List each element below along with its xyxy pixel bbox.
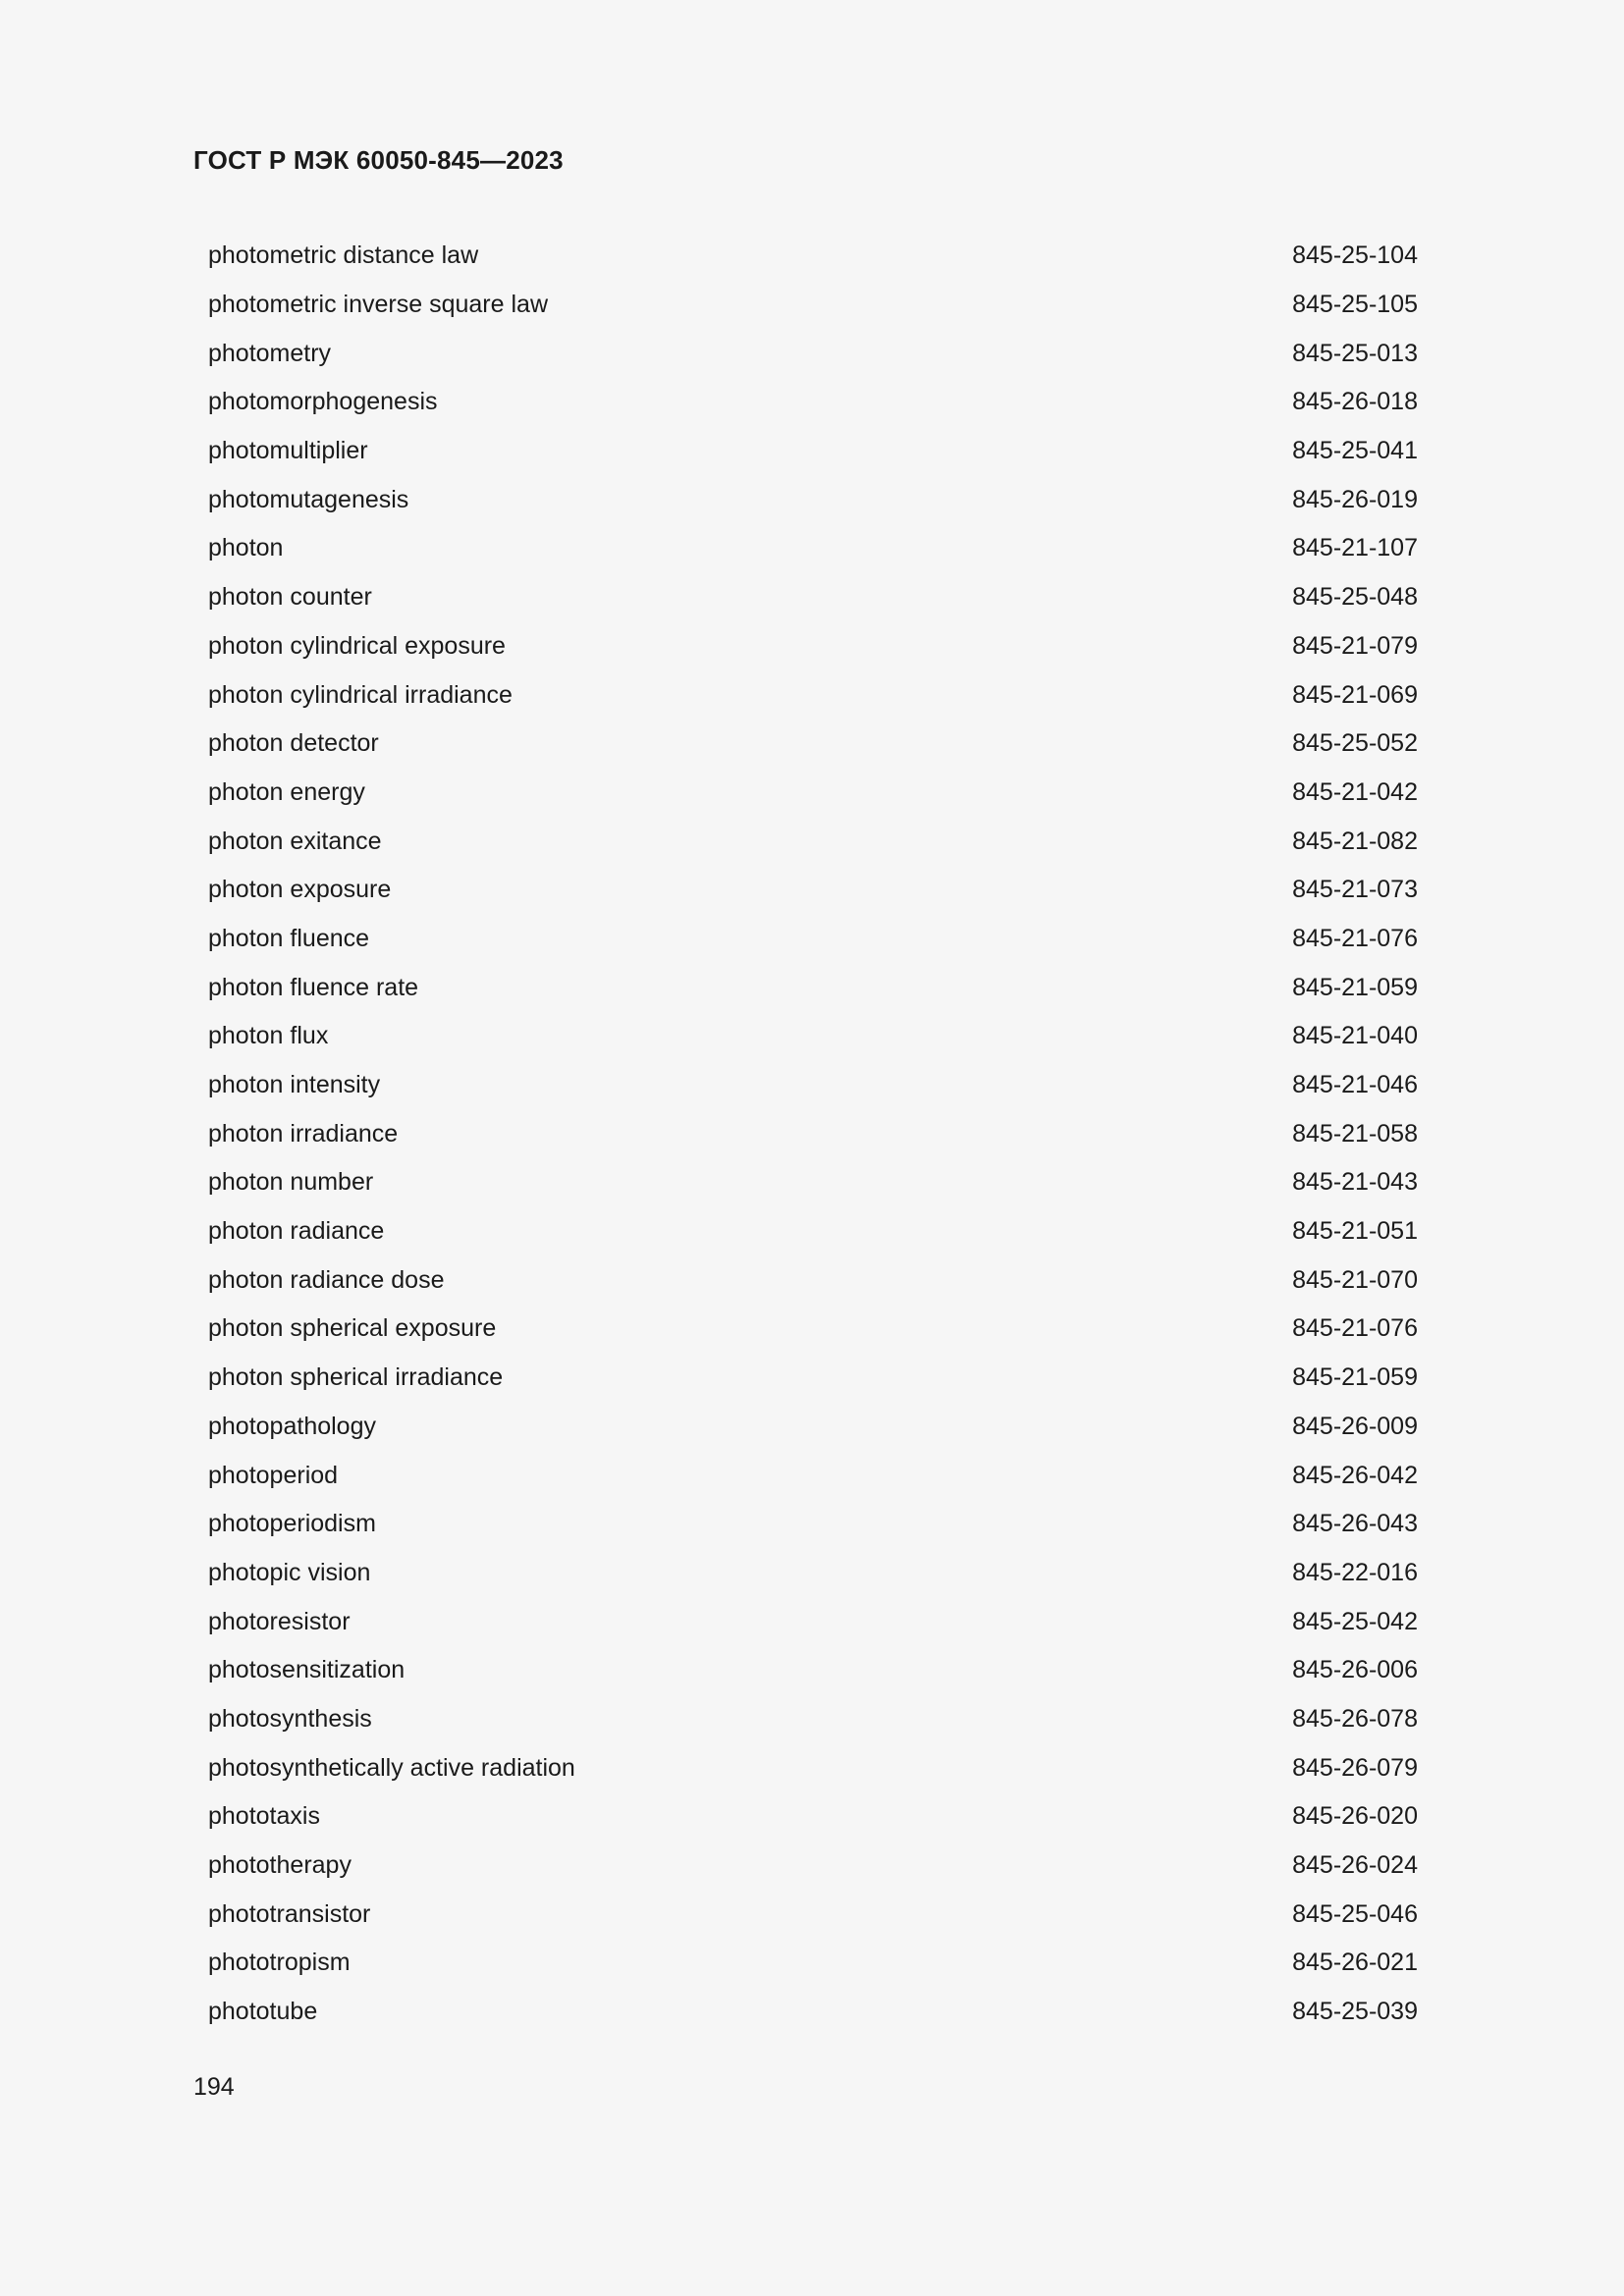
entry-code: 845-26-079 xyxy=(1292,1753,1418,1782)
entry-code: 845-21-042 xyxy=(1292,777,1418,806)
entry-code: 845-21-040 xyxy=(1292,1022,1418,1050)
entry-code: 845-21-082 xyxy=(1292,827,1418,855)
entry-code: 845-25-041 xyxy=(1292,437,1418,465)
entry-code: 845-25-042 xyxy=(1292,1607,1418,1635)
index-entry xyxy=(208,1109,1418,1158)
index-entry xyxy=(208,915,1418,964)
entry-code: 845-25-039 xyxy=(1292,1998,1418,2026)
entry-term: photon xyxy=(208,534,284,562)
index-entry xyxy=(208,1451,1418,1500)
entry-code: 845-26-078 xyxy=(1292,1704,1418,1733)
index-entry xyxy=(208,769,1418,818)
entry-code: 845-25-013 xyxy=(1292,339,1418,367)
index-entry xyxy=(208,1012,1418,1061)
entry-code: 845-21-043 xyxy=(1292,1168,1418,1197)
entry-term: photon fluence rate xyxy=(208,973,419,1001)
entry-term: photon energy xyxy=(208,777,365,806)
entry-code: 845-26-042 xyxy=(1292,1461,1418,1489)
entry-term: photoperiodism xyxy=(208,1510,376,1538)
index-entry xyxy=(208,524,1418,573)
entry-term: photosensitization xyxy=(208,1656,406,1684)
entry-code: 845-21-058 xyxy=(1292,1119,1418,1148)
entry-term: photon cylindrical exposure xyxy=(208,631,506,660)
entry-term: photon radiance dose xyxy=(208,1265,445,1294)
entry-code: 845-26-021 xyxy=(1292,1949,1418,1977)
entry-code: 845-21-059 xyxy=(1292,1363,1418,1392)
entry-term: photometry xyxy=(208,339,332,367)
entry-term: photosynthesis xyxy=(208,1704,372,1733)
entry-term: photoresistor xyxy=(208,1607,351,1635)
entry-term: photopathology xyxy=(208,1412,376,1440)
index-entry xyxy=(208,1158,1418,1207)
entry-term: photon radiance xyxy=(208,1217,385,1246)
index-entry xyxy=(208,963,1418,1012)
entry-term: photon spherical irradiance xyxy=(208,1363,504,1392)
entry-term: photon counter xyxy=(208,583,372,612)
entry-term: photoperiod xyxy=(208,1461,339,1489)
index-entry xyxy=(208,817,1418,866)
entry-term: phototransistor xyxy=(208,1899,371,1928)
entry-term: photon exposure xyxy=(208,876,392,904)
index-entry xyxy=(208,1403,1418,1452)
entry-code: 845-26-006 xyxy=(1292,1656,1418,1684)
entry-term: photomorphogenesis xyxy=(208,388,438,416)
entry-code: 845-21-059 xyxy=(1292,973,1418,1001)
index-entry xyxy=(208,281,1418,330)
index-entry xyxy=(208,1792,1418,1842)
index-entry xyxy=(208,1354,1418,1403)
entry-code: 845-25-104 xyxy=(1292,241,1418,270)
index-entry xyxy=(208,1207,1418,1256)
index-entry xyxy=(208,1939,1418,1988)
index-entry xyxy=(208,573,1418,622)
index-entry xyxy=(208,670,1418,720)
index-entry xyxy=(208,1695,1418,1744)
entry-term: photon exitance xyxy=(208,827,382,855)
index-entry xyxy=(208,1743,1418,1792)
index-entry xyxy=(208,1890,1418,1939)
entry-code: 845-25-105 xyxy=(1292,291,1418,319)
entry-code: 845-25-052 xyxy=(1292,729,1418,758)
entry-code: 845-26-009 xyxy=(1292,1412,1418,1440)
entry-code: 845-21-107 xyxy=(1292,534,1418,562)
index-entry xyxy=(208,866,1418,915)
index-entry xyxy=(208,720,1418,769)
entry-term: photometric distance law xyxy=(208,241,479,270)
index-entry xyxy=(208,1500,1418,1549)
entry-code: 845-21-076 xyxy=(1292,1314,1418,1343)
entry-code: 845-21-046 xyxy=(1292,1071,1418,1099)
entry-term: photomultiplier xyxy=(208,437,368,465)
entry-code: 845-26-020 xyxy=(1292,1802,1418,1831)
page-number: 194 xyxy=(193,2073,235,2101)
index-entry xyxy=(208,427,1418,476)
entry-code: 845-21-069 xyxy=(1292,680,1418,709)
entry-term: photon detector xyxy=(208,729,379,758)
entry-code: 845-21-073 xyxy=(1292,876,1418,904)
entry-term: photosynthetically active radiation xyxy=(208,1753,575,1782)
entry-term: photon number xyxy=(208,1168,374,1197)
entry-code: 845-26-024 xyxy=(1292,1851,1418,1880)
term-index-list xyxy=(208,232,1418,2036)
entry-term: photon spherical exposure xyxy=(208,1314,497,1343)
index-entry xyxy=(208,622,1418,671)
index-entry xyxy=(208,329,1418,378)
index-entry xyxy=(208,1549,1418,1598)
entry-term: photon intensity xyxy=(208,1071,381,1099)
entry-term: photomutagenesis xyxy=(208,485,409,513)
document-header: ГОСТ Р МЭК 60050-845—2023 xyxy=(193,145,564,175)
entry-term: phototaxis xyxy=(208,1802,320,1831)
entry-code: 845-21-051 xyxy=(1292,1217,1418,1246)
entry-term: photon cylindrical irradiance xyxy=(208,680,513,709)
index-entry xyxy=(208,1988,1418,2037)
index-entry xyxy=(208,1061,1418,1110)
entry-code: 845-21-079 xyxy=(1292,631,1418,660)
entry-term: phototube xyxy=(208,1998,318,2026)
entry-term: photon flux xyxy=(208,1022,329,1050)
index-entry xyxy=(208,232,1418,281)
entry-code: 845-22-016 xyxy=(1292,1558,1418,1586)
entry-code: 845-21-076 xyxy=(1292,924,1418,952)
entry-term: phototherapy xyxy=(208,1851,352,1880)
index-entry xyxy=(208,1597,1418,1646)
entry-term: photon irradiance xyxy=(208,1119,399,1148)
entry-code: 845-25-046 xyxy=(1292,1899,1418,1928)
entry-code: 845-26-018 xyxy=(1292,388,1418,416)
index-entry xyxy=(208,1255,1418,1305)
entry-term: photometric inverse square law xyxy=(208,291,548,319)
entry-code: 845-21-070 xyxy=(1292,1265,1418,1294)
entry-term: photon fluence xyxy=(208,924,370,952)
index-entry xyxy=(208,378,1418,427)
entry-code: 845-25-048 xyxy=(1292,583,1418,612)
entry-code: 845-26-043 xyxy=(1292,1510,1418,1538)
entry-term: photopic vision xyxy=(208,1558,371,1586)
index-entry xyxy=(208,1305,1418,1354)
entry-term: phototropism xyxy=(208,1949,351,1977)
index-entry xyxy=(208,1842,1418,1891)
index-entry xyxy=(208,475,1418,524)
index-entry xyxy=(208,1646,1418,1695)
entry-code: 845-26-019 xyxy=(1292,485,1418,513)
